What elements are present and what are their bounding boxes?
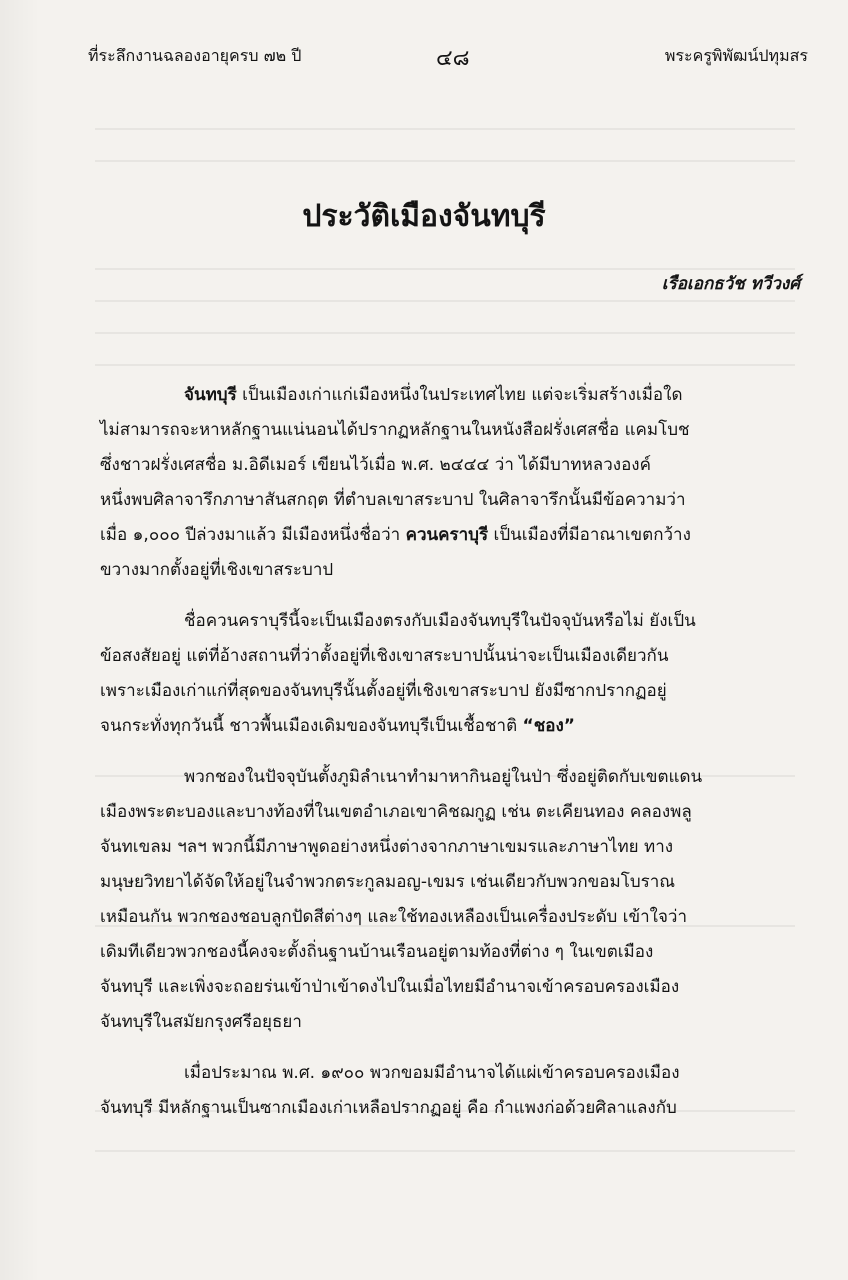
bleed-through-line [95,1150,795,1152]
bleed-through-line [95,160,795,162]
running-header [88,44,808,74]
text-line [100,518,800,553]
bold-term: ควนคราบุรี [405,525,489,545]
text-line: เดิมทีเดียวพวกชองนี้คงจะตั้งถิ่นฐานบ้านเรือนอยู่ตามท้องที่ต่าง ๆ ในเขตเมือง [100,942,654,962]
text-line: เมืองพระตะบองและบางท้องที่ในเขตอำเภอเขาคิชฌกูฏ เช่น ตะเคียนทอง คลองพลู [100,802,692,822]
text-line: จันทบุรีในสมัยกรุงศรีอยุธยา [100,1012,302,1032]
text-line: ชื่อควนคราบุรีนี้จะเป็นเมืองตรงกับเมืองจันทบุรีในปัจจุบันหรือไม่ ยังเป็น [184,611,696,631]
paragraph-gap [100,744,800,760]
text-line: จันทบุรี มีหลักฐานเป็นซากเมืองเก่าเหลือปรากฏอยู่ คือ กำแพงก่อด้วยศิลาแลงกับ [100,1098,677,1118]
text-line: ขวางมากตั้งอยู่ที่เชิงเขาสระบาป [100,560,334,580]
bold-term: จันทบุรี [184,385,237,405]
paragraph-gap [100,588,800,604]
bleed-through-line [95,300,795,302]
paragraph-3 [100,760,800,1040]
text-line: เพราะเมืองเก่าแก่ที่สุดของจันทบุรีนั้นตั้งอยู่ที่เชิงเขาสระบาป ยังมีซากปรากฏอยู่ [100,681,667,701]
header-right: พระครูพิพัฒน์ปทุมสร [664,46,808,65]
text-line: พวกชองในปัจจุบันตั้งภูมิลำเนาทำมาหากินอยู่ในป่า ซึ่งอยู่ติดกับเขตแดน [184,767,703,787]
page-title: ประวัติเมืองจันทบุรี [302,199,546,234]
text-line: มนุษยวิทยาได้จัดให้อยู่ในจำพวกตระกูลมอญ-เขมร เช่นเดียวกับพวกขอมโบราณ [100,872,676,892]
text-span: จนกระทั่งทุกวันนี้ ชาวพื้นเมืองเดิมของจันทบุรีเป็นเชื้อชาติ [100,716,523,736]
text-line [100,709,800,744]
author-name: เรือเอกธวัช ทวีวงศ์ [661,274,800,294]
text-line: เมื่อประมาณ พ.ศ. ๑๙๐๐ พวกขอมมีอำนาจได้แผ่เข้าครอบครองเมือง [184,1063,680,1083]
text-span: เป็นเมืองที่มีอาณาเขตกว้าง [488,525,691,545]
text-span: เมื่อ ๑,๐๐๐ ปีล่วงมาแล้ว มีเมืองหนึ่งชื่อว่า [100,525,406,545]
bleed-through-line [95,332,795,334]
paragraph-2 [100,604,800,744]
text-line: ซึ่งชาวฝรั่งเศสชื่อ ม.อิดีเมอร์ เขียนไว้เมื่อ พ.ศ. ๒๔๔๔ ว่า ได้มีบาทหลวงองค์ [100,455,651,475]
text-line: จันทบุรี และเพิ่งจะถอยร่นเข้าป่าเข้าดงไปในเมื่อไทยมีอำนาจเข้าครอบครองเมือง [100,977,680,997]
text-line: หนึ่งพบศิลาจารึกภาษาสันสกฤต ที่ตำบลเขาสระบาป ในศิลาจารึกนั้นมีข้อความว่า [100,490,686,510]
paragraph-1 [100,378,800,588]
page-number: ๔๘ [436,46,470,71]
header-left: ที่ระลึกงานฉลองอายุครบ ๗๒ ปี [88,46,302,65]
text-line: เหมือนกัน พวกชองชอบลูกปัดสีต่างๆ และใช้ทองเหลืองเป็นเครื่องประดับ เข้าใจว่า [100,907,688,927]
bold-term: “ชอง” [522,716,575,736]
text-span: เป็นเมืองเก่าแก่เมืองหนึ่งในประเทศไทย แต่จะเริ่มสร้างเมื่อใด [236,385,683,405]
bleed-through-line [95,364,795,366]
article-body [100,378,800,1126]
bleed-through-line [95,128,795,130]
text-line: จันทเขลม ฯลฯ พวกนี้มีภาษาพูดอย่างหนึ่งต่างจากภาษาเขมรและภาษาไทย ทาง [100,837,674,857]
text-line [100,378,800,413]
paragraph-4 [100,1056,800,1126]
text-line: ข้อสงสัยอยู่ แต่ที่อ้างสถานที่ว่าตั้งอยู่ที่เชิงเขาสระบาปนั้นน่าจะเป็นเมืองเดียวกัน [100,646,669,666]
text-line: ไม่สามารถจะหาหลักฐานแน่นอนได้ปรากฏหลักฐานในหนังสือฝรั่งเศสชื่อ แคมโบช [100,420,690,440]
paragraph-gap [100,1040,800,1056]
